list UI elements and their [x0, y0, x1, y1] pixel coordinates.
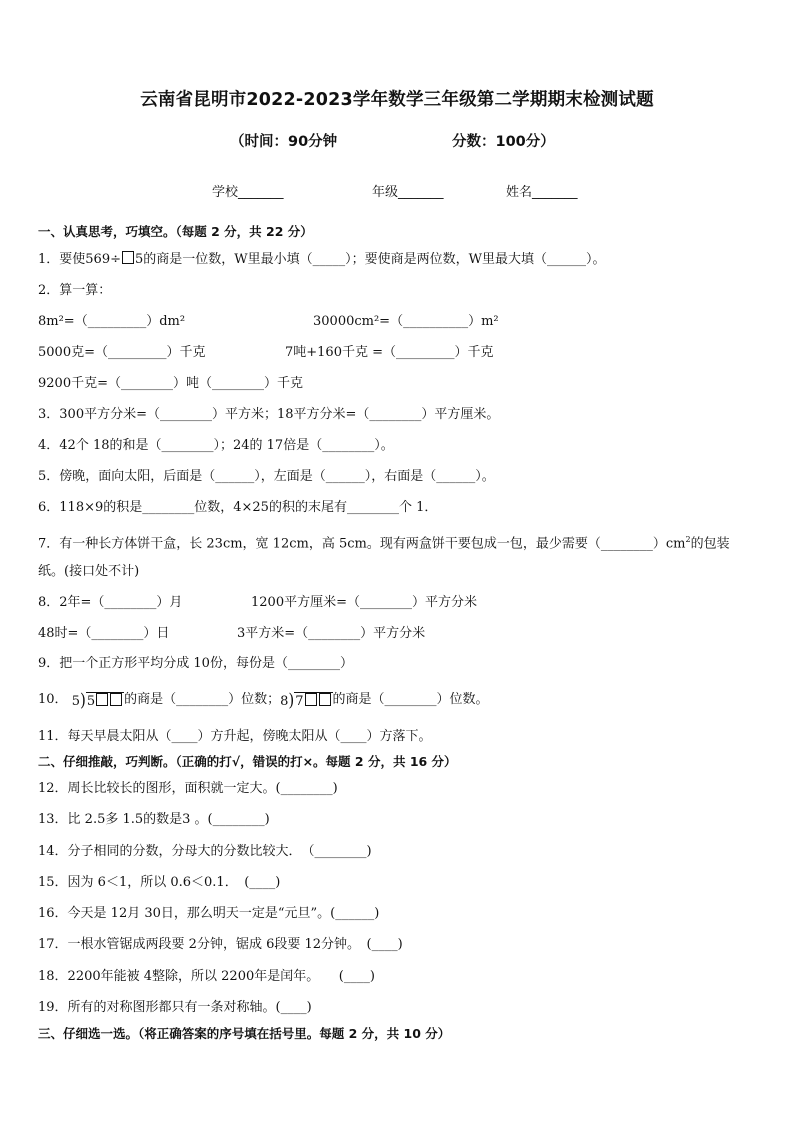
name-field: 姓名_______	[506, 185, 578, 200]
question-2-line-2a: 5000克=（_________）千克	[38, 345, 206, 360]
blank-box	[96, 693, 108, 706]
question-2-line-2b: 7吨+160千克 =（_________）千克	[285, 345, 494, 360]
question-15: 15．因为 6＜1，所以 0.6＜0.1． (____)	[38, 875, 281, 890]
school-field: 学校_______	[212, 185, 284, 200]
divisor: 5	[71, 694, 80, 709]
section-1-heading: 一、认真思考，巧填空。（每题 2 分，共 22 分）	[38, 224, 313, 239]
question-18: 18．2200年能被 4整除，所以 2200年是闰年。 (____)	[38, 969, 375, 984]
question-10-text-2: 的商是（________）位数。	[332, 692, 489, 707]
question-2-line-3: 9200千克=（________）吨（________）千克	[38, 376, 303, 391]
section-3-heading: 三、仔细选一选。（将正确答案的序号填在括号里。每题 2 分，共 10 分）	[38, 1026, 451, 1041]
long-division-2	[280, 689, 332, 711]
question-4: 4．42个 18的和是（________）；24的 17倍是（________）。	[38, 438, 394, 453]
question-2-line-1b: 30000cm²=（__________）m²	[313, 314, 499, 329]
blank-box	[319, 693, 331, 706]
exam-score: 分数：100分）	[452, 134, 555, 150]
dividend	[294, 692, 332, 710]
section-2-heading: 二、仔细推敲，巧判断。（正确的打√，错误的打×。每题 2 分，共 16 分）	[38, 754, 457, 769]
question-8-line-1b: 1200平方厘米=（________）平方分米	[251, 595, 477, 610]
question-7	[38, 532, 730, 552]
question-3: 3．300平方分米=（________）平方米；18平方分米=（________）平方厘米。	[38, 407, 500, 422]
question-13: 13．比 2.5多 1.5的数是3 。(________)	[38, 812, 270, 827]
blank-box	[305, 693, 317, 706]
question-8-line-2a: 48时=（________）日	[38, 626, 170, 641]
question-7-continued: 纸。(接口处不计)	[38, 564, 140, 579]
question-10-number: 10．	[38, 692, 68, 707]
question-10	[38, 689, 489, 711]
question-6: 6．118×9的积是________位数，4×25的积的末尾有________个 1．	[38, 500, 438, 515]
question-1-part-a: 1．要使569÷	[38, 252, 121, 267]
question-19: 19．所有的对称图形都只有一条对称轴。(____)	[38, 1000, 312, 1015]
division-bracket: )	[79, 689, 86, 711]
page-title: 云南省昆明市2022-2023学年数学三年级第二学期期末检测试题	[140, 90, 654, 110]
question-14: 14．分子相同的分数，分母大的分数比较大． （________)	[38, 844, 372, 859]
question-1-part-b: 5的商是一位数，W里最小填（_____）；要使商是两位数，W里最大填（______）。	[134, 252, 606, 267]
question-2-line-1a: 8m²=（_________）dm²	[38, 314, 186, 329]
question-8-line-1a: 8．2年=（________）月	[38, 595, 183, 610]
exam-time: （时间：90分钟	[230, 134, 338, 150]
question-8-line-2b: 3平方米=（________）平方分米	[237, 626, 426, 641]
question-9: 9．把一个正方形平均分成 10份，每份是（________）	[38, 656, 353, 671]
question-17: 17．一根水管锯成两段要 2分钟，锯成 6段要 12分钟。 (____)	[38, 937, 403, 952]
division-bracket: )	[288, 689, 295, 711]
dividend	[86, 692, 124, 710]
blank-box	[122, 251, 134, 264]
dividend-digit: 7	[295, 694, 304, 709]
question-2-heading: 2．算一算：	[38, 283, 112, 298]
question-1	[38, 251, 605, 268]
question-10-text-1: 的商是（________）位数；	[124, 692, 281, 707]
superscript: 2	[685, 535, 691, 544]
question-5: 5．傍晚，面向太阳，后面是（______），左面是（______），右面是（______）。	[38, 469, 495, 484]
divisor: 8	[280, 694, 289, 709]
grade-field: 年级_______	[372, 185, 444, 200]
long-division-1	[71, 689, 124, 711]
question-11: 11．每天早晨太阳从（____）方升起，傍晚太阳从（____）方落下。	[38, 729, 432, 744]
question-7-text-end: 的包装	[690, 536, 730, 552]
question-16: 16．今天是 12月 30日，那么明天一定是“元旦”。(______)	[38, 906, 380, 921]
question-7-text: 7．有一种长方体饼干盒，长 23cm，宽 12cm，高 5cm。现有两盒饼干要包成一包，最少需要（________）cm	[38, 536, 686, 552]
dividend-digit: 5	[86, 694, 96, 709]
blank-box	[110, 693, 122, 706]
question-12: 12．周长比较长的图形，面积就一定大。(________)	[38, 781, 338, 796]
